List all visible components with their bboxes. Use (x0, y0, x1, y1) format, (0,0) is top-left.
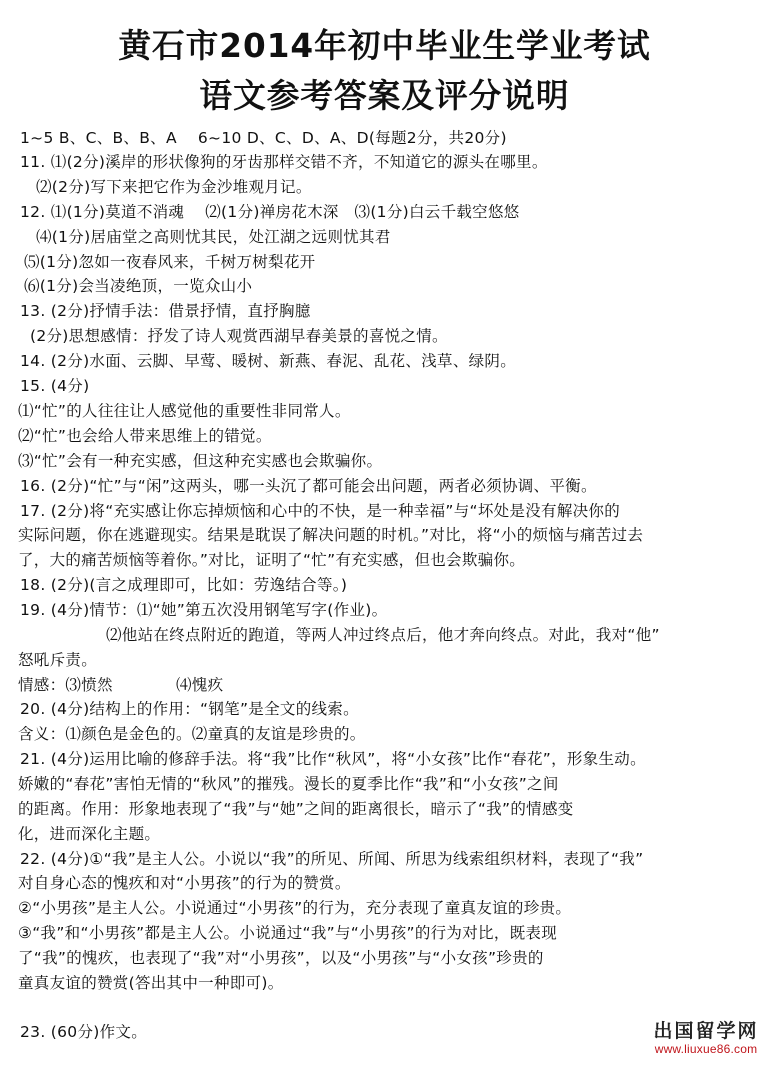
answer-line-1-10: 1~5 B、C、B、B、A 6~10 D、C、D、A、D(每题2分，共20分) (20, 129, 507, 147)
answer-line-11-2: ⑵(2分)写下来把它作为金沙堆观月记。 (36, 178, 312, 196)
answer-line-21-4: 化，进而深化主题。 (18, 825, 161, 843)
answer-line-23: 23. (60分)作文。 (20, 1023, 147, 1041)
answer-line-22-1: 22. (4分)①“我”是主人公。小说以“我”的所见、所闻、所思为线索组织材料，表现了“我” (20, 850, 644, 868)
answer-line-13-1: 13. (2分)抒情手法：借景抒情，直抒胸臆 (20, 302, 311, 320)
answer-line-20-2: 含义：⑴颜色是金色的。⑵童真的友谊是珍贵的。 (18, 725, 366, 743)
answer-line-22-2: 对自身心态的愧疚和对“小男孩”的行为的赞赏。 (18, 874, 351, 892)
watermark-site-name: 出国留学网 (653, 1020, 759, 1042)
answer-line-19-1: 19. (4分)情节：⑴“她”第五次没用钢笔写字(作业)。 (20, 601, 388, 619)
answer-line-15-2: ⑵“忙”也会给人带来思维上的错觉。 (18, 427, 272, 445)
answer-line-12-4: ⑷(1分)居庙堂之高则忧其民，处江湖之远则忧其君 (36, 228, 391, 246)
answer-line-19-3: 怒吼斥责。 (18, 651, 98, 669)
answer-line-17-3: 了，大的痛苦烦恼等着你。”对比，证明了“忙”有充实感，但也会欺骗你。 (18, 551, 526, 569)
title-line-1: 黄石市2014年初中毕业生学业考试 (118, 26, 651, 65)
site-watermark (641, 1020, 771, 1056)
watermark-url: www.liuxue86.com (654, 1042, 758, 1056)
answer-line-14: 14. (2分)水面、云脚、早莺、暖树、新燕、春泥、乱花、浅草、绿阴。 (20, 352, 517, 370)
answer-line-22-6: 童真友谊的赞赏(答出其中一种即可)。 (18, 974, 284, 992)
answer-line-11-1: 11. ⑴(2分)溪岸的形状像狗的牙齿那样交错不齐，不知道它的源头在哪里。 (20, 153, 548, 171)
answer-line-15-3: ⑶“忙”会有一种充实感，但这种充实感也会欺骗你。 (18, 452, 383, 470)
answer-line-12-6: ⑹(1分)会当凌绝顶，一览众山小 (24, 277, 253, 295)
answer-line-21-1: 21. (4分)运用比喻的修辞手法。将“我”比作“秋风”，将“小女孩”比作“春花”，形象生动。 (20, 750, 646, 768)
answer-line-16: 16. (2分)“忙”与“闲”这两头，哪一头沉了都可能会出问题，两者必须协调、平衡。 (20, 477, 597, 495)
answer-line-12-1: 12. ⑴(1分)莫道不消魂 ⑵(1分)禅房花木深 ⑶(1分)白云千载空悠悠 (20, 203, 520, 221)
answer-line-17-1: 17. (2分)将“充实感让你忘掉烦恼和心中的不快，是一种幸福”与“坏处是没有解决你的 (20, 502, 621, 520)
answer-line-22-5: 了“我”的愧疚，也表现了“我”对“小男孩”，以及“小男孩”与“小女孩”珍贵的 (18, 949, 544, 967)
answer-line-22-3: ②“小男孩”是主人公。小说通过“小男孩”的行为，充分表现了童真友谊的珍贵。 (18, 899, 572, 917)
answer-line-17-2: 实际问题，你在逃避现实。结果是耽误了解决问题的时机。”对比，将“小的烦恼与痛苦过去 (18, 526, 644, 544)
answer-line-22-4: ③“我”和“小男孩”都是主人公。小说通过“我”与“小男孩”的行为对比，既表现 (18, 924, 558, 942)
answer-line-19-4: 情感：⑶愤然 ⑷愧疚 (18, 676, 224, 694)
answer-line-15-1: ⑴“忙”的人往往让人感觉他的重要性非同常人。 (18, 402, 351, 420)
answer-line-15-header: 15. (4分) (20, 377, 90, 395)
answer-line-21-3: 的距离。作用：形象地表现了“我”与“她”之间的距离很长，暗示了“我”的情感变 (18, 800, 574, 818)
answer-line-20-1: 20. (4分)结构上的作用：“钢笔”是全文的线索。 (20, 700, 359, 718)
answer-line-18: 18. (2分)(言之成理即可，比如：劳逸结合等。) (20, 576, 348, 594)
title-line-2: 语文参考答案及评分说明 (199, 76, 570, 115)
answer-line-12-5: ⑸(1分)忽如一夜春风来，千树万树梨花开 (24, 253, 316, 271)
answer-line-13-2: (2分)思想感情：抒发了诗人观赏西湖早春美景的喜悦之情。 (30, 327, 448, 345)
answer-line-19-2: ⑵他站在终点附近的跑道，等两人冲过终点后，他才奔向终点。对此，我对“他” (106, 626, 660, 644)
answer-line-21-2: 娇嫩的“春花”害怕无情的“秋风”的摧残。漫长的夏季比作“我”和“小女孩”之间 (18, 775, 559, 793)
